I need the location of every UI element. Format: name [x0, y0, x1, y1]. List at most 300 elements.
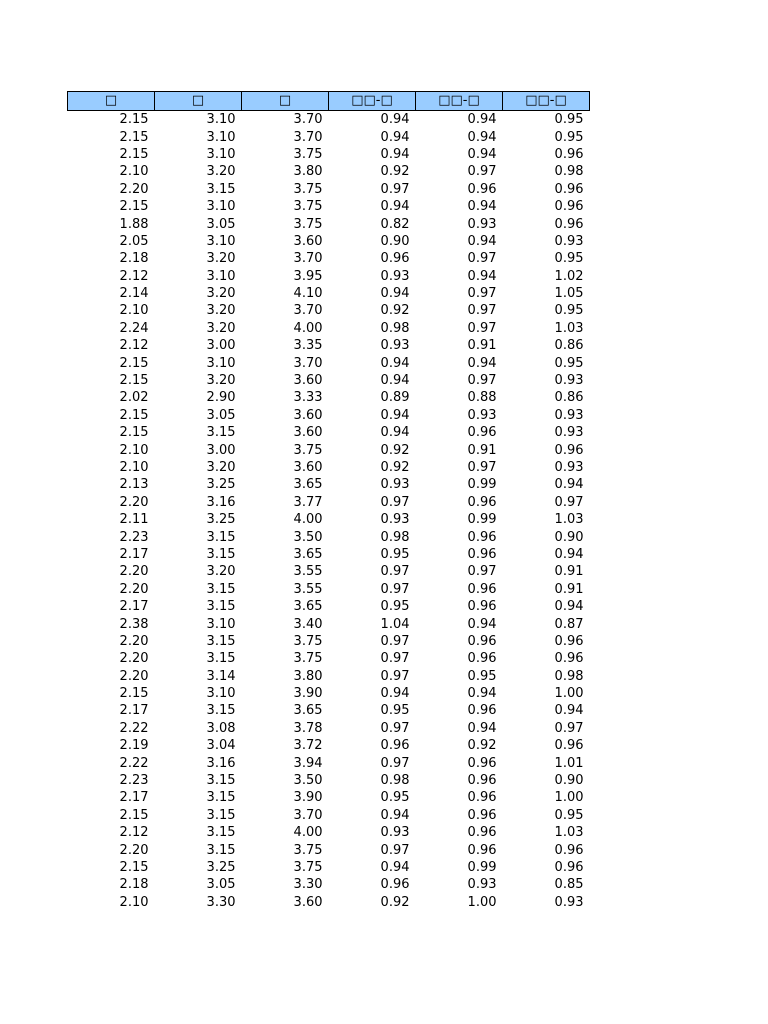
table-cell[interactable]: 0.94 — [554, 599, 584, 615]
table-cell[interactable]: 2.10 — [119, 442, 149, 458]
table-row — [68, 302, 590, 319]
table-cell[interactable]: 3.08 — [206, 720, 236, 736]
table-cell[interactable]: 3.20 — [206, 373, 236, 389]
table-cell[interactable]: 0.94 — [467, 199, 497, 215]
table-cell[interactable]: 3.33 — [293, 390, 323, 406]
table-cell[interactable]: 1.02 — [554, 268, 584, 284]
table-cell[interactable]: 3.75 — [293, 859, 323, 875]
table-cell[interactable]: 0.86 — [554, 338, 584, 354]
table-cell[interactable]: 0.94 — [380, 112, 410, 128]
table-cell[interactable]: 3.40 — [293, 616, 323, 632]
table-cell[interactable]: 0.96 — [554, 146, 584, 162]
table-cell[interactable]: 3.20 — [206, 251, 236, 267]
table-cell[interactable]: 0.94 — [467, 616, 497, 632]
table-cell[interactable]: 0.93 — [554, 894, 584, 910]
table-cell[interactable]: 0.96 — [467, 546, 497, 562]
table-row — [68, 128, 590, 145]
table-cell[interactable]: 3.80 — [293, 668, 323, 684]
table-cell[interactable]: 3.70 — [293, 129, 323, 145]
table-cell[interactable]: 0.96 — [467, 703, 497, 719]
table-cell[interactable]: 3.60 — [293, 894, 323, 910]
table-row — [68, 285, 590, 302]
table-row — [68, 668, 590, 685]
table-cell[interactable]: 3.15 — [206, 581, 236, 597]
table-cell[interactable]: 2.10 — [119, 460, 149, 475]
table-cell[interactable]: 3.05 — [206, 877, 236, 893]
table-cell[interactable]: 0.96 — [380, 251, 410, 267]
table-cell[interactable]: 0.92 — [380, 442, 410, 458]
table-cell[interactable]: 0.97 — [467, 373, 497, 389]
table-cell[interactable]: 0.89 — [380, 390, 410, 406]
table-cell[interactable]: 0.97 — [554, 720, 584, 736]
table-cell[interactable]: 2.22 — [119, 720, 149, 736]
table-cell[interactable]: 0.95 — [554, 112, 584, 128]
table-cell[interactable]: 2.24 — [119, 320, 149, 336]
table-cell[interactable]: 0.96 — [467, 755, 497, 771]
table-cell[interactable]: 3.75 — [293, 842, 323, 858]
table-cell[interactable]: 0.96 — [380, 877, 410, 893]
table-cell[interactable]: 0.94 — [467, 686, 497, 702]
table-cell[interactable]: 0.97 — [467, 303, 497, 319]
table-row — [68, 737, 590, 754]
table-cell[interactable]: 3.60 — [293, 460, 323, 475]
table-cell[interactable]: 3.05 — [206, 407, 236, 423]
table-cell[interactable]: 0.95 — [380, 546, 410, 562]
table-cell[interactable]: 0.93 — [467, 216, 497, 232]
table-cell[interactable]: 1.00 — [554, 686, 584, 702]
table-cell[interactable]: 2.17 — [119, 599, 149, 615]
table-cell[interactable]: 0.94 — [380, 425, 410, 441]
table-cell[interactable]: 0.95 — [380, 599, 410, 615]
table-cell[interactable]: 3.15 — [206, 825, 236, 841]
table-cell[interactable]: 2.12 — [119, 268, 149, 284]
table-cell[interactable]: 0.85 — [554, 877, 584, 893]
table-cell[interactable]: 3.00 — [206, 442, 236, 458]
table-cell[interactable]: 0.95 — [467, 668, 497, 684]
table-cell[interactable]: 3.70 — [293, 807, 323, 823]
table-cell[interactable]: 2.20 — [119, 581, 149, 597]
table-cell[interactable]: 0.92 — [467, 738, 497, 754]
table-cell[interactable]: 2.05 — [119, 233, 149, 249]
table-cell[interactable]: 0.98 — [554, 164, 584, 180]
table-cell[interactable]: 2.90 — [206, 390, 236, 406]
table-cell[interactable]: 3.25 — [206, 477, 236, 493]
table-cell[interactable]: 0.92 — [380, 303, 410, 319]
table-cell[interactable]: 0.97 — [554, 494, 584, 510]
table-cell[interactable]: 0.94 — [380, 355, 410, 371]
table-cell[interactable]: 2.02 — [119, 390, 149, 406]
table-cell[interactable]: 3.10 — [206, 268, 236, 284]
table-cell[interactable]: 3.16 — [206, 494, 236, 510]
table-cell[interactable]: 3.20 — [206, 460, 236, 475]
table-cell[interactable]: 0.96 — [467, 651, 497, 667]
table-cell[interactable]: 4.00 — [293, 512, 323, 528]
table-cell[interactable]: 2.38 — [119, 616, 149, 632]
table-cell[interactable]: 2.20 — [119, 633, 149, 649]
table-cell[interactable]: 3.30 — [206, 894, 236, 910]
table-cell[interactable]: 3.14 — [206, 668, 236, 684]
table-cell[interactable]: 2.20 — [119, 181, 149, 197]
table-cell[interactable]: 0.94 — [380, 129, 410, 145]
table-cell[interactable]: 2.17 — [119, 546, 149, 562]
table-cell[interactable]: 1.03 — [554, 825, 584, 841]
table-cell[interactable]: 3.75 — [293, 181, 323, 197]
table-cell[interactable]: 0.97 — [380, 494, 410, 510]
table-cell[interactable]: 0.96 — [554, 738, 584, 754]
table-cell[interactable]: 3.15 — [206, 807, 236, 823]
table-cell[interactable]: 0.88 — [467, 390, 497, 406]
table-cell[interactable]: 2.17 — [119, 703, 149, 719]
table-cell[interactable]: 3.10 — [206, 355, 236, 371]
table-cell[interactable]: 0.97 — [380, 181, 410, 197]
table-row — [68, 233, 590, 250]
table-cell[interactable]: 0.96 — [467, 529, 497, 545]
table-cell[interactable]: 3.15 — [206, 633, 236, 649]
table-cell[interactable]: 2.20 — [119, 564, 149, 580]
table-cell[interactable]: 1.00 — [554, 790, 584, 806]
table-cell[interactable]: 0.97 — [467, 286, 497, 302]
table-cell[interactable]: 3.15 — [206, 773, 236, 789]
table-cell[interactable]: 0.96 — [554, 442, 584, 458]
table-cell[interactable]: 0.93 — [554, 460, 584, 475]
table-cell[interactable]: 2.15 — [119, 112, 149, 128]
table-body — [68, 111, 590, 911]
table-cell[interactable]: 0.97 — [380, 668, 410, 684]
table-cell[interactable]: 0.93 — [380, 512, 410, 528]
table-cell[interactable]: 3.15 — [206, 425, 236, 441]
table-cell[interactable]: 3.70 — [293, 112, 323, 128]
table-cell[interactable]: 0.94 — [554, 477, 584, 493]
table-cell[interactable]: 0.98 — [554, 668, 584, 684]
table-cell[interactable]: 0.91 — [554, 581, 584, 597]
table-cell[interactable]: 3.60 — [293, 373, 323, 389]
table-cell[interactable]: 0.99 — [467, 512, 497, 528]
table-cell[interactable]: 3.60 — [293, 425, 323, 441]
table-cell[interactable]: 2.22 — [119, 755, 149, 771]
table-cell[interactable]: 2.23 — [119, 773, 149, 789]
table-cell[interactable]: 0.94 — [380, 199, 410, 215]
table-cell[interactable]: 3.10 — [206, 686, 236, 702]
table-cell[interactable]: 0.98 — [380, 320, 410, 336]
table-cell[interactable]: 0.96 — [467, 581, 497, 597]
table-row — [68, 772, 590, 789]
table-cell[interactable]: 2.15 — [119, 355, 149, 371]
table-cell[interactable]: 3.60 — [293, 407, 323, 423]
table-cell[interactable]: 0.96 — [467, 633, 497, 649]
table-cell[interactable]: 3.55 — [293, 564, 323, 580]
table-cell[interactable]: 0.98 — [380, 773, 410, 789]
table-cell[interactable]: 2.20 — [119, 494, 149, 510]
table-cell[interactable]: 3.94 — [293, 755, 323, 771]
table-cell[interactable]: 3.70 — [293, 355, 323, 371]
table-cell[interactable]: 3.15 — [206, 181, 236, 197]
table-cell[interactable]: 0.97 — [467, 251, 497, 267]
table-cell[interactable]: 0.93 — [554, 407, 584, 423]
table-cell[interactable]: 0.96 — [554, 859, 584, 875]
table-cell[interactable]: 3.10 — [206, 112, 236, 128]
table-cell[interactable]: 3.15 — [206, 599, 236, 615]
table-cell[interactable]: 0.94 — [467, 146, 497, 162]
table-cell[interactable]: 0.94 — [467, 112, 497, 128]
table-cell[interactable]: 3.95 — [293, 268, 323, 284]
table-cell[interactable]: 0.90 — [554, 529, 584, 545]
table-row — [68, 424, 590, 441]
table-row — [68, 824, 590, 841]
column-header[interactable]: □□-□ — [416, 92, 503, 111]
table-cell[interactable]: 0.97 — [467, 320, 497, 336]
table-cell[interactable]: 0.90 — [380, 233, 410, 249]
table-row — [68, 215, 590, 232]
table-cell[interactable]: 0.95 — [554, 807, 584, 823]
table-row — [68, 615, 590, 632]
table-cell[interactable]: 3.10 — [206, 233, 236, 249]
table-cell[interactable]: 3.04 — [206, 738, 236, 754]
table-cell[interactable]: 3.16 — [206, 755, 236, 771]
table-row — [68, 841, 590, 858]
table-cell[interactable]: 3.60 — [293, 233, 323, 249]
table-cell[interactable]: 3.20 — [206, 164, 236, 180]
table-cell[interactable]: 2.15 — [119, 407, 149, 423]
table-cell[interactable]: 0.96 — [467, 825, 497, 841]
table-cell[interactable]: 3.50 — [293, 529, 323, 545]
table-cell[interactable]: 0.91 — [467, 442, 497, 458]
table-cell[interactable]: 2.15 — [119, 686, 149, 702]
table-cell[interactable]: 0.94 — [467, 720, 497, 736]
table-cell[interactable]: 0.93 — [380, 268, 410, 284]
table-cell[interactable]: 1.05 — [554, 286, 584, 302]
table-cell[interactable]: 3.80 — [293, 164, 323, 180]
table-cell[interactable]: 3.15 — [206, 546, 236, 562]
table-cell[interactable]: 2.18 — [119, 251, 149, 267]
table-cell[interactable]: 3.75 — [293, 442, 323, 458]
table-cell[interactable]: 4.00 — [293, 825, 323, 841]
table-cell[interactable]: 0.94 — [380, 859, 410, 875]
table-cell[interactable]: 2.10 — [119, 894, 149, 910]
table-cell[interactable]: 0.96 — [467, 773, 497, 789]
table-cell[interactable]: 3.35 — [293, 338, 323, 354]
table-cell[interactable]: 0.96 — [554, 651, 584, 667]
table-cell[interactable]: 2.13 — [119, 477, 149, 493]
column-header[interactable]: □□-□ — [329, 92, 416, 111]
table-cell[interactable]: 0.93 — [380, 477, 410, 493]
table-cell[interactable]: 0.93 — [380, 338, 410, 354]
column-header[interactable]: □□-□ — [503, 92, 590, 111]
table-cell[interactable]: 0.93 — [554, 425, 584, 441]
table-cell[interactable]: 0.96 — [380, 738, 410, 754]
table-row — [68, 789, 590, 806]
table-cell[interactable]: 2.20 — [119, 668, 149, 684]
table-row — [68, 407, 590, 424]
table-cell[interactable]: 0.97 — [380, 564, 410, 580]
table-cell[interactable]: 3.10 — [206, 129, 236, 145]
table-cell[interactable]: 3.15 — [206, 790, 236, 806]
table-cell[interactable]: 0.93 — [554, 233, 584, 249]
table-cell[interactable]: 2.12 — [119, 825, 149, 841]
table-cell[interactable]: 0.96 — [554, 842, 584, 858]
table-cell[interactable]: 0.94 — [380, 686, 410, 702]
table-cell[interactable]: 0.94 — [554, 703, 584, 719]
table-cell[interactable]: 2.18 — [119, 877, 149, 893]
table-cell[interactable]: 3.70 — [293, 251, 323, 267]
table-cell[interactable]: 0.91 — [554, 564, 584, 580]
table-cell[interactable]: 3.75 — [293, 633, 323, 649]
table-cell[interactable]: 3.65 — [293, 477, 323, 493]
table-cell[interactable]: 0.97 — [380, 633, 410, 649]
table-cell[interactable]: 0.90 — [554, 773, 584, 789]
table-cell[interactable]: 0.97 — [467, 564, 497, 580]
table-cell[interactable]: 1.04 — [380, 616, 410, 632]
table-cell[interactable]: 3.90 — [293, 686, 323, 702]
table-row — [68, 181, 590, 198]
table-cell[interactable]: 2.14 — [119, 286, 149, 302]
table-cell[interactable]: 3.20 — [206, 320, 236, 336]
table-cell[interactable]: 0.93 — [380, 825, 410, 841]
table-cell[interactable]: 3.77 — [293, 494, 323, 510]
column-header[interactable]: □ — [68, 92, 155, 111]
table-cell[interactable]: 0.93 — [554, 373, 584, 389]
table-cell[interactable]: 1.03 — [554, 320, 584, 336]
table-cell[interactable]: 2.17 — [119, 790, 149, 806]
table-cell[interactable]: 0.97 — [467, 460, 497, 475]
table-cell[interactable]: 0.94 — [380, 373, 410, 389]
table-cell[interactable]: 2.20 — [119, 651, 149, 667]
table-cell[interactable]: 0.96 — [467, 790, 497, 806]
table-cell[interactable]: 3.30 — [293, 877, 323, 893]
table-cell[interactable]: 0.95 — [554, 303, 584, 319]
table-cell[interactable]: 2.15 — [119, 199, 149, 215]
table-cell[interactable]: 0.92 — [380, 164, 410, 180]
table-cell[interactable]: 3.72 — [293, 738, 323, 754]
table-cell[interactable]: 3.75 — [293, 651, 323, 667]
table-cell[interactable]: 2.11 — [119, 512, 149, 528]
table-row — [68, 198, 590, 215]
table-cell[interactable]: 0.97 — [380, 581, 410, 597]
table-cell[interactable]: 0.96 — [467, 494, 497, 510]
table-cell[interactable]: 0.97 — [380, 842, 410, 858]
table-cell[interactable]: 3.65 — [293, 703, 323, 719]
table-cell[interactable]: 0.95 — [554, 129, 584, 145]
table-cell[interactable]: 3.15 — [206, 842, 236, 858]
table-cell[interactable]: 2.15 — [119, 146, 149, 162]
table-cell[interactable]: 3.25 — [206, 859, 236, 875]
table-cell[interactable]: 3.78 — [293, 720, 323, 736]
table-cell[interactable]: 0.94 — [467, 355, 497, 371]
table-cell[interactable]: 3.20 — [206, 564, 236, 580]
table-cell[interactable]: 4.00 — [293, 320, 323, 336]
table-cell[interactable]: 0.94 — [380, 146, 410, 162]
table-cell[interactable]: 0.93 — [467, 407, 497, 423]
table-cell[interactable]: 3.75 — [293, 146, 323, 162]
table-cell[interactable]: 0.97 — [380, 720, 410, 736]
table-cell[interactable]: 1.00 — [467, 894, 497, 910]
table-cell[interactable]: 0.95 — [380, 790, 410, 806]
table-cell[interactable]: 0.96 — [467, 807, 497, 823]
table-cell[interactable]: 2.12 — [119, 338, 149, 354]
table-cell[interactable]: 3.75 — [293, 216, 323, 232]
table-cell[interactable]: 3.15 — [206, 529, 236, 545]
table-cell[interactable]: 0.96 — [467, 181, 497, 197]
table-cell[interactable]: 0.97 — [380, 651, 410, 667]
table-cell[interactable]: 3.15 — [206, 703, 236, 719]
table-cell[interactable]: 0.96 — [467, 425, 497, 441]
table-cell[interactable]: 3.20 — [206, 303, 236, 319]
table-cell[interactable]: 0.96 — [467, 842, 497, 858]
table-cell[interactable]: 3.50 — [293, 773, 323, 789]
table-cell[interactable]: 0.96 — [554, 199, 584, 215]
table-cell[interactable]: 3.00 — [206, 338, 236, 354]
table-cell[interactable]: 3.05 — [206, 216, 236, 232]
table-cell[interactable]: 0.94 — [554, 546, 584, 562]
table-cell[interactable]: 3.70 — [293, 303, 323, 319]
table-cell[interactable]: 2.15 — [119, 859, 149, 875]
table-cell[interactable]: 0.96 — [467, 599, 497, 615]
table-cell[interactable]: 2.15 — [119, 425, 149, 441]
table-cell[interactable]: 0.96 — [554, 181, 584, 197]
table-cell[interactable]: 3.25 — [206, 512, 236, 528]
table-cell[interactable]: 4.10 — [293, 286, 323, 302]
table-cell[interactable]: 0.97 — [380, 755, 410, 771]
table-cell[interactable]: 3.65 — [293, 599, 323, 615]
table-cell[interactable]: 2.23 — [119, 529, 149, 545]
table-cell[interactable]: 3.55 — [293, 581, 323, 597]
table-cell[interactable]: 0.98 — [380, 529, 410, 545]
table-cell[interactable]: 0.96 — [554, 216, 584, 232]
table-cell[interactable]: 2.15 — [119, 129, 149, 145]
table-cell[interactable]: 3.10 — [206, 616, 236, 632]
table-cell[interactable]: 0.94 — [467, 233, 497, 249]
table-cell[interactable]: 3.10 — [206, 199, 236, 215]
table-cell[interactable]: 2.19 — [119, 738, 149, 754]
table-cell[interactable]: 3.10 — [206, 146, 236, 162]
table-cell[interactable]: 0.99 — [467, 859, 497, 875]
table-cell[interactable]: 2.20 — [119, 842, 149, 858]
table-cell[interactable]: 0.94 — [467, 268, 497, 284]
table-cell[interactable]: 1.88 — [119, 216, 149, 232]
table-cell[interactable]: 2.10 — [119, 303, 149, 319]
table-cell[interactable]: 0.94 — [380, 807, 410, 823]
table-cell[interactable]: 0.82 — [380, 216, 410, 232]
table-cell[interactable]: 3.15 — [206, 651, 236, 667]
table-cell[interactable]: 3.65 — [293, 546, 323, 562]
table-cell[interactable]: 0.96 — [554, 633, 584, 649]
column-header[interactable]: □ — [242, 92, 329, 111]
table-cell[interactable]: 0.93 — [467, 877, 497, 893]
table-cell[interactable]: 0.86 — [554, 390, 584, 406]
table-cell[interactable]: 0.95 — [554, 251, 584, 267]
table-cell[interactable]: 1.03 — [554, 512, 584, 528]
table-cell[interactable]: 0.91 — [467, 338, 497, 354]
table-cell[interactable]: 0.99 — [467, 477, 497, 493]
table-cell[interactable]: 3.75 — [293, 199, 323, 215]
data-table — [67, 91, 590, 911]
table-cell[interactable]: 0.94 — [380, 286, 410, 302]
table-cell[interactable]: 0.87 — [554, 616, 584, 632]
table-cell[interactable]: 0.97 — [467, 164, 497, 180]
table-cell[interactable]: 2.15 — [119, 807, 149, 823]
table-cell[interactable]: 0.92 — [380, 460, 410, 475]
table-cell[interactable]: 3.90 — [293, 790, 323, 806]
table-cell[interactable]: 3.20 — [206, 286, 236, 302]
table-cell[interactable]: 0.94 — [467, 129, 497, 145]
table-cell[interactable]: 2.15 — [119, 373, 149, 389]
column-header[interactable]: □ — [155, 92, 242, 111]
table-cell[interactable]: 0.94 — [380, 407, 410, 423]
table-cell[interactable]: 0.92 — [380, 894, 410, 910]
table-cell[interactable]: 0.95 — [380, 703, 410, 719]
table-cell[interactable]: 2.10 — [119, 164, 149, 180]
table-cell[interactable]: 0.95 — [554, 355, 584, 371]
table-cell[interactable]: 1.01 — [554, 755, 584, 771]
